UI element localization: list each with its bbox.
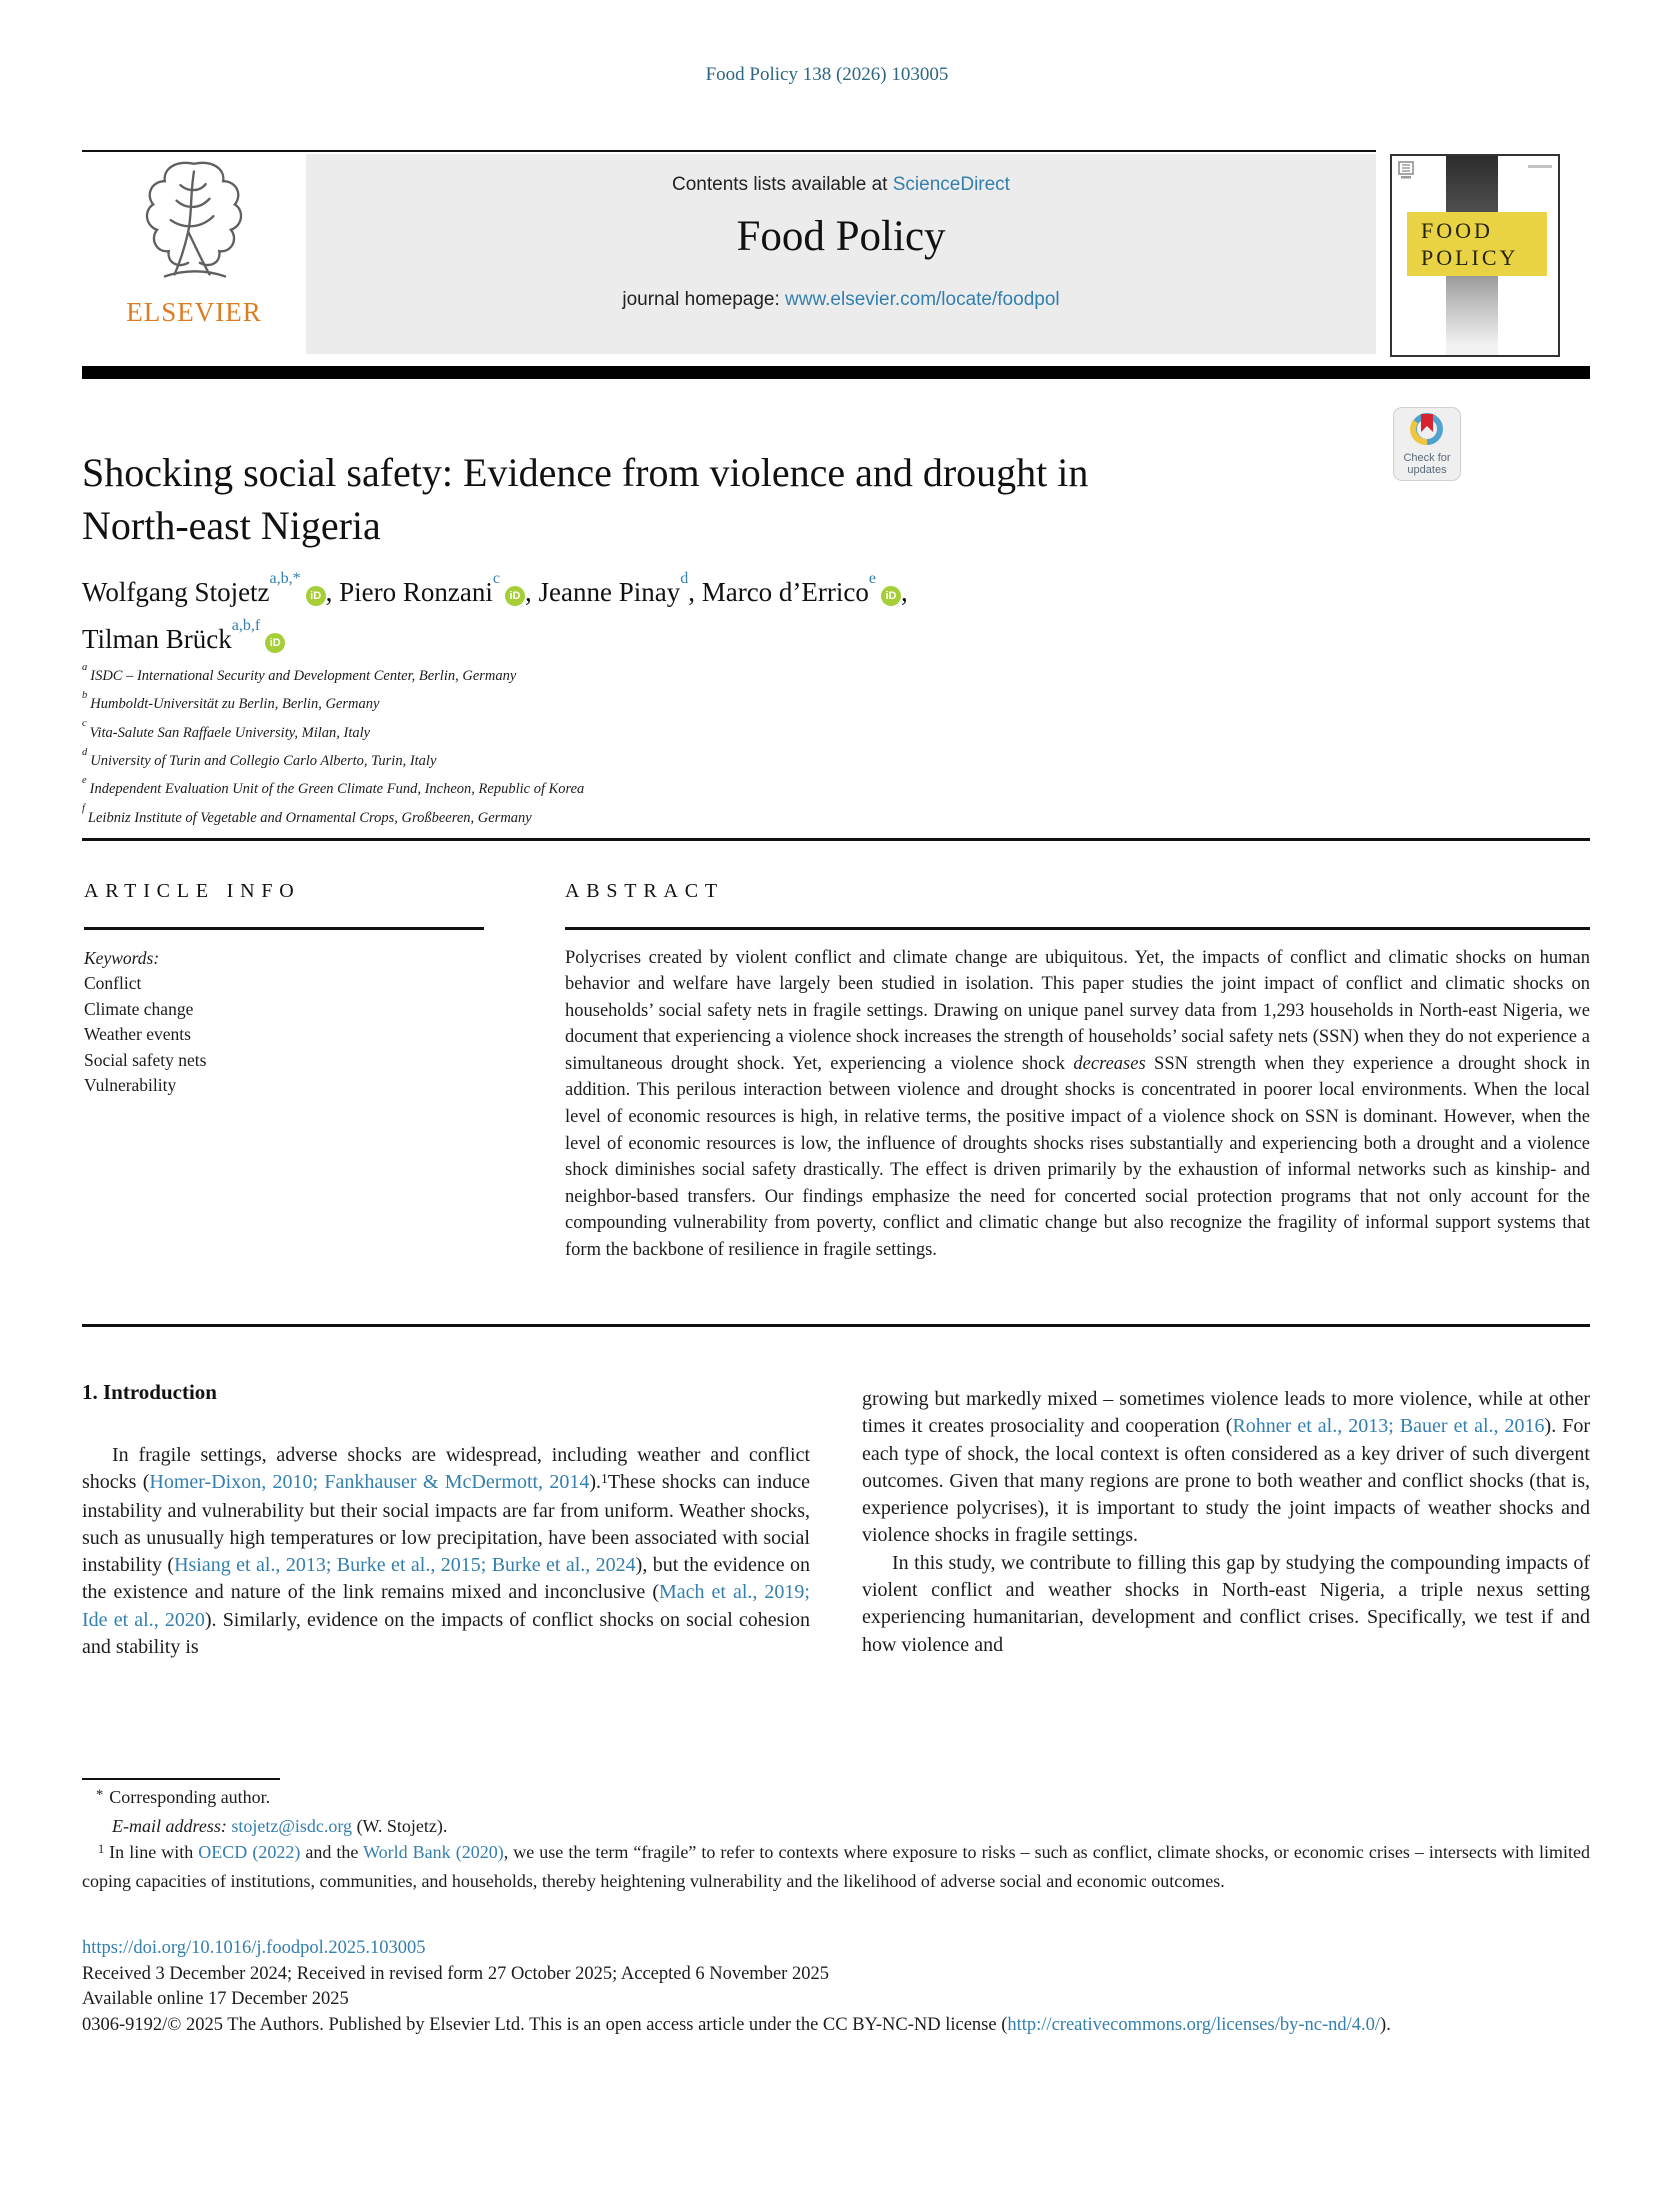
- cover-issn-text: [1528, 165, 1552, 168]
- homepage-prefix: journal homepage:: [622, 289, 786, 310]
- masthead-panel: [306, 154, 1376, 354]
- text-segment: decreases: [1073, 1053, 1146, 1074]
- copyright-license-line: [82, 2013, 1590, 2039]
- keyword: Social safety nets: [84, 1049, 207, 1070]
- text-segment: 1: [601, 1471, 608, 1487]
- inline-citation-link[interactable]: http://creativecommons.org/licenses/by-nc-nd/4.0/: [1007, 2014, 1381, 2035]
- affiliation: [82, 717, 1482, 745]
- inline-citation-link[interactable]: OECD (2022): [198, 1842, 301, 1862]
- email-link[interactable]: stojetz@isdc.org: [231, 1815, 353, 1836]
- author-list: [82, 566, 1382, 660]
- elsevier-tree-logo: [135, 277, 253, 294]
- homepage-line: [306, 289, 1376, 311]
- article-info-column: [84, 880, 484, 1099]
- orcid-icon[interactable]: iD: [306, 586, 326, 606]
- body-paragraph: [862, 1386, 1590, 1550]
- footnotes-block: [82, 1784, 1590, 1894]
- email-line: [82, 1813, 1590, 1840]
- badge-label-line1: Check for: [1403, 452, 1451, 464]
- journal-homepage-link[interactable]: www.elsevier.com/locate/foodpol: [785, 289, 1060, 310]
- footnote-divider: [82, 1778, 280, 1780]
- text-segment: In line with: [104, 1842, 199, 1862]
- body-column-left: [82, 1442, 810, 1661]
- affiliation: [82, 773, 1482, 801]
- author-superscript: e: [868, 570, 876, 587]
- contents-line: [306, 174, 1376, 196]
- badge-label: [1394, 452, 1460, 476]
- keyword: Vulnerability: [84, 1075, 177, 1095]
- orcid-icon[interactable]: iD: [265, 633, 285, 653]
- check-for-updates-badge[interactable]: [1393, 407, 1461, 481]
- author: [82, 617, 285, 654]
- cover-elsevier-mark: [1398, 161, 1414, 186]
- author: [701, 570, 908, 607]
- keyword: Weather events: [84, 1024, 191, 1044]
- affiliation: [82, 688, 1482, 716]
- body-paragraph: [82, 1442, 810, 1661]
- doi-link[interactable]: https://doi.org/10.1016/j.foodpol.2025.103005: [82, 1938, 426, 1958]
- elsevier-wordmark: ELSEVIER: [126, 297, 262, 327]
- elsevier-logo-block: [82, 154, 306, 354]
- journal-masthead: [82, 154, 1376, 354]
- article-info-heading: ARTICLE INFO: [84, 880, 301, 902]
- author-name: Tilman Brück: [82, 624, 232, 654]
- cover-title-banner: [1407, 212, 1547, 276]
- abstract-rule: [565, 927, 1590, 930]
- text-segment: SSN strength when they experience a drought shock in addition. This perilous interaction between violence and drought shocks is concentrated in poorer local environments. When the local level of economic resources is high, in relative terms, the positive impact of a violence shock on SSN is dominant. However, when the level of economic resources is low, the influence of droughts shocks rises substantially and experiencing both a drought and a violence shock diminishes social safety drastically. The effect is driven primarily by the exhaustion of informal networks such as kinship- and neighbor-based transfers. Our findings emphasize the need for concerted social protection programs that not only account for the compounding vulnerability from poverty, conflict and climatic change but also recognize the fragility of informal support systems that form the backbone of resilience in fragile settings.: [565, 1053, 1590, 1261]
- author-superscript: d: [680, 570, 689, 587]
- affiliation: [82, 802, 1482, 830]
- author: [339, 570, 539, 607]
- affiliation-superscript: e: [82, 775, 87, 787]
- affiliation-text: Leibniz Institute of Vegetable and Ornamental Crops, Großbeeren, Germany: [87, 809, 532, 826]
- affiliation: [82, 745, 1482, 773]
- corresponding-author-text: Corresponding author.: [109, 1787, 271, 1807]
- top-divider: [82, 150, 1376, 152]
- inline-citation-link[interactable]: Mach et al., 2019; Ide et al., 2020: [82, 1581, 810, 1631]
- affiliation-superscript: a: [82, 661, 88, 673]
- keyword: Climate change: [84, 998, 194, 1019]
- author-separator: ,: [325, 577, 340, 607]
- abstract-heading: ABSTRACT: [565, 880, 724, 902]
- inline-citation-link[interactable]: World Bank (2020): [363, 1842, 504, 1862]
- affiliation-superscript: b: [82, 690, 88, 702]
- author-superscript: c: [492, 570, 500, 587]
- section-heading-introduction: 1. Introduction: [82, 1380, 217, 1404]
- inline-citation-link[interactable]: Hsiang et al., 2013; Burke et al., 2015; Burke et al., 2024: [174, 1554, 636, 1577]
- author: [538, 570, 702, 607]
- article-title: [82, 446, 1342, 552]
- contents-prefix: Contents lists available at: [672, 174, 893, 195]
- text-segment: Polycrises created by violent conflict and climate change are ubiquitous. Yet, the impacts of conflict and climatic shocks on human behavior and welfare have largely been studied in isolation. This paper studies the joint impact of conflict and climatic shocks on households’ social safety nets in fragile settings. Drawing on unique panel survey data from 1,293 households in North-east Nigeria, we document that experiencing a violence shock increases the strength of households’ social safety nets (SSN) when they do not experience a simultaneous drought shock. Yet, experiencing a violence shock: [565, 947, 1590, 1074]
- author-name: Piero Ronzani: [339, 577, 493, 607]
- affiliation-text: Vita-Salute San Raffaele University, Milan, Italy: [89, 724, 371, 741]
- body-divider: [82, 1324, 1590, 1327]
- keywords-block: [84, 946, 484, 1099]
- author-separator: ,: [525, 577, 539, 607]
- affiliation-text: Humboldt-Universität zu Berlin, Berlin, Germany: [90, 696, 380, 713]
- inline-citation-link[interactable]: Homer-Dixon, 2010; Fankhauser & McDermott, 2014: [149, 1471, 590, 1494]
- journal-cover-thumbnail[interactable]: [1390, 154, 1560, 357]
- orcid-icon[interactable]: iD: [881, 586, 901, 606]
- footnote-1: [82, 1839, 1590, 1894]
- author-name: Marco d’Errico: [701, 577, 869, 607]
- text-segment: and the: [300, 1842, 364, 1862]
- article-title-line2: North-east Nigeria: [82, 503, 381, 548]
- text-segment: ).: [589, 1471, 602, 1494]
- author-name: Wolfgang Stojetz: [82, 577, 270, 607]
- journal-citation: Food Policy 138 (2026) 103005: [705, 64, 949, 85]
- text-segment: ).: [1380, 2014, 1391, 2035]
- affiliation-superscript: c: [82, 718, 87, 730]
- article-info-rule: [84, 927, 484, 930]
- affiliation-list: [82, 660, 1482, 830]
- inline-citation-link[interactable]: Rohner et al., 2013; Bauer et al., 2016: [1232, 1415, 1545, 1438]
- text-segment: ). Similarly, evidence on the impacts of conflict shocks on social cohesion and stability is: [82, 1608, 810, 1659]
- received-dates: Received 3 December 2024; Received in revised form 27 October 2025; Accepted 6 November 2025: [82, 1963, 829, 1984]
- keywords-label: Keywords:: [84, 947, 160, 968]
- body-paragraph: In this study, we contribute to filling this gap by studying the compounding impacts of violent conflict and weather shocks in North-east Nigeria, a triple nexus setting experiencing humanitarian, development and conflict crises. Specifically, we test if and how violence and: [862, 1551, 1590, 1656]
- article-title-line1: Shocking social safety: Evidence from violence and drought in: [82, 450, 1089, 495]
- author-separator: ,: [901, 577, 908, 607]
- corresponding-author-note: [82, 1784, 1590, 1813]
- author: [82, 570, 340, 607]
- text-segment: 1: [98, 1842, 105, 1857]
- body-column-right: [862, 1386, 1590, 1659]
- email-label: E-mail address:: [112, 1815, 227, 1836]
- badge-label-line2: updates: [1407, 464, 1447, 476]
- author-name: Jeanne Pinay: [538, 577, 681, 607]
- cover-title-line1: FOOD: [1421, 218, 1493, 243]
- article-metadata-block: [82, 1936, 1590, 2038]
- orcid-icon[interactable]: iD: [505, 586, 525, 606]
- text-segment: , we use the term “fragile” to refer to contexts where exposure to risks – such as conflict, climate shocks, or economic crises – intersects with limited coping capacities of institutions, communities, and households, thereby heightening vulnerability and the likelihood of adverse social and economic outcomes.: [82, 1842, 1590, 1891]
- affiliation-superscript: f: [82, 803, 85, 815]
- available-online-date: Available online 17 December 2025: [82, 1989, 349, 2009]
- text-segment: These shocks can induce instability and vulnerability but their social impacts are far from uniform. Weather shocks, such as unusually high temperatures or low precipitation, have been associated with social instability (: [82, 1471, 811, 1577]
- text-segment: 0306-9192/© 2025 The Authors. Published by Elsevier Ltd. This is an open access article under the CC BY-NC-ND license (: [82, 2014, 1008, 2035]
- abstract-text: [565, 945, 1590, 1264]
- abstract-column: [565, 880, 1590, 1264]
- affiliation-text: University of Turin and Collegio Carlo Alberto, Turin, Italy: [90, 752, 437, 769]
- affiliation-text: Independent Evaluation Unit of the Green Climate Fund, Incheon, Republic of Korea: [89, 781, 585, 798]
- section-divider: [82, 838, 1590, 841]
- text-segment: growing but markedly mixed – sometimes violence leads to more violence, while at other times it creates prosociality and cooperation (: [862, 1388, 1590, 1438]
- affiliation-superscript: d: [82, 746, 88, 758]
- author-superscript: a,b,f: [231, 617, 261, 634]
- affiliation-text: ISDC – International Security and Development Center, Berlin, Germany: [90, 667, 517, 684]
- text-segment: In fragile settings, adverse shocks are widespread, including weather and conflict shocks (: [82, 1444, 810, 1494]
- affiliation: [82, 660, 1482, 688]
- masthead-bottom-bar: [82, 366, 1590, 379]
- footnote-marker: *: [96, 1787, 104, 1804]
- journal-name: Food Policy: [736, 213, 946, 260]
- keyword: Conflict: [84, 973, 142, 993]
- author-separator: ,: [688, 577, 702, 607]
- text-segment: ), but the evidence on the existence and nature of the link remains mixed and inconclusive (: [82, 1554, 810, 1604]
- text-segment: ). For each type of shock, the local context is often considered as a key driver of such divergent outcomes. Given that many regions are prone to both weather and conflict shocks (that is, experience polycrises), it is important to study the joint impacts of weather shocks and violence shocks in fragile settings.: [862, 1415, 1590, 1547]
- sciencedirect-link[interactable]: ScienceDirect: [892, 174, 1010, 195]
- author-superscript: a,b,*: [269, 570, 301, 587]
- crossmark-icon: [1410, 433, 1444, 450]
- cover-title-line2: POLICY: [1421, 245, 1519, 270]
- email-suffix: (W. Stojetz).: [352, 1815, 448, 1836]
